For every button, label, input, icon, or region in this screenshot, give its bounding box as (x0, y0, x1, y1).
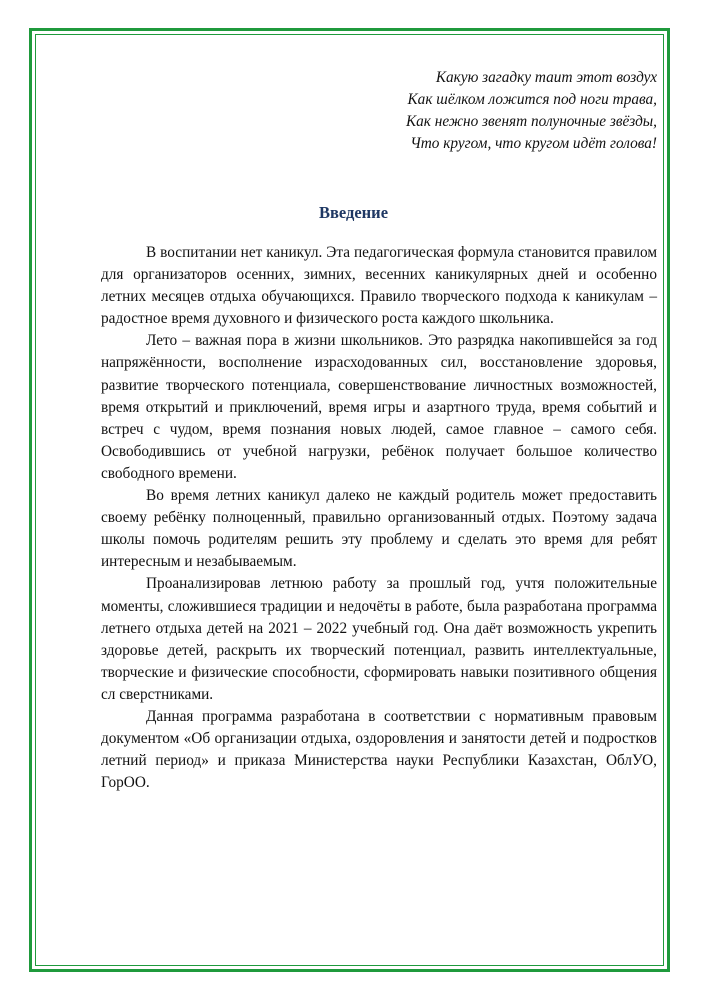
epigraph-line: Какую загадку таит этот воздух (435, 69, 657, 86)
paragraph: Проанализировав летнюю работу за прошлый год, учтя положительные моменты, сложившиеся традиции и недочёты в работе, была разработана программа летнего отдыха детей на 2021 – 2022 учебный год. Она даёт возможность укрепить здоровье детей, раскрыть их творческий потенциал, развить интеллектуальные, творческие и физические способности, сформировать навыки позитивного общения сл сверстниками. (101, 575, 657, 703)
epigraph-line: Как шёлком ложится под ноги трава, (407, 91, 657, 108)
paragraph: Данная программа разработана в соответствии с нормативным правовым документом «Об организации отдыха, оздоровления и занятости детей и подростков летний период» и приказа Министерства науки Республики Казахстан, ОблУО, ГорОО. (101, 707, 657, 792)
epigraph-line: Что кругом, что кругом идёт голова! (410, 135, 657, 152)
paragraph: В воспитании нет каникул. Эта педагогическая формула становится правилом для организаторов осенних, зимних, весенних каникулярных дней и особенно летних месяцев отдыха обучающихся. Правило творческого подхода к каникулам – радостное время духовного и физического роста каждого школьника. (101, 244, 657, 328)
epigraph-line: Как нежно звенят полуночные звёзды, (405, 113, 657, 130)
paragraph: Лето – важная пора в жизни школьников. Это разрядка накопившейся за год напряжённости, восполнение израсходованных сил, восстановление здоровья, развитие творческого потенциала, совершенствование личностных возможностей, время открытий и приключений, время игры и азартного труда, время событий и встреч с чудом, время познания новых людей, самое главное – самого себя. Освободившись от учебной нагрузки, ребёнок получает большое количество свободного времени. (101, 332, 657, 482)
body-text (101, 242, 657, 794)
section-heading: Введение (318, 203, 389, 222)
paragraph: Во время летних каникул далеко не каждый родитель может предоставить своему ребёнку полноценный, правильно организованный отдых. Поэтому задача школы помочь родителям решить эту проблему и сделать это время для ребят интересным и незабываемым. (101, 487, 657, 571)
epigraph (237, 67, 657, 155)
